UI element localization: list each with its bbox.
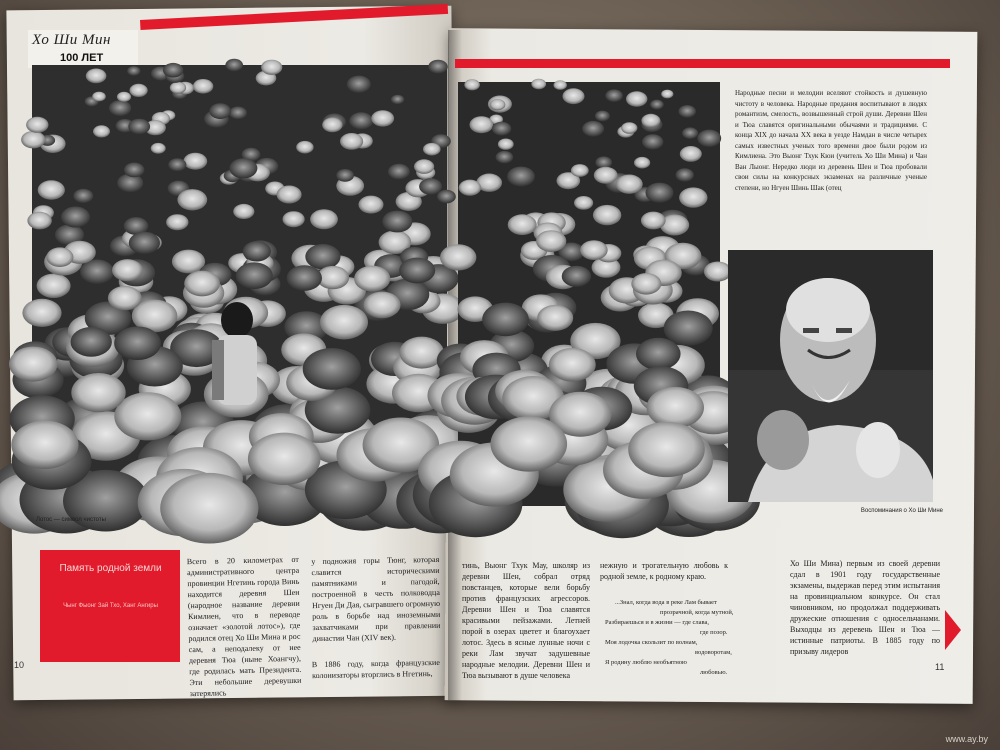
lotus-leaf [27,212,51,230]
lotus-leaf [594,167,618,184]
lotus-leaf [616,175,643,194]
lotus-leaf [46,247,73,267]
lotus-leaf [22,299,61,327]
lotus-leaf [283,211,305,227]
lotus-leaf [508,214,537,235]
lotus-leaf [303,348,361,390]
lotus-leaf [127,66,140,76]
lotus-leaf [642,134,663,149]
section-title: Память родной земли [59,563,162,574]
lotus-leaf [664,311,713,346]
lotus-leaf [243,241,271,261]
lotus-leaf [151,143,166,154]
lotus-leaf [482,303,529,337]
lotus-leaf [71,373,125,412]
portrait-caption: Воспоминания о Хо Ши Мине [860,508,943,514]
lotus-leaf [679,187,707,207]
poem-line-6: водоворотам, [695,649,732,656]
lotus-leaf [322,118,342,133]
lotus-leaf [129,232,160,254]
lotus-leaf [682,127,698,139]
lotus-leaf [593,205,621,225]
lotus-leaf [287,265,322,291]
lotus-leaf [296,141,313,154]
lotus-leaf [38,180,65,200]
lotus-leaf [209,103,231,119]
lotus-leaf [229,158,257,178]
lotus-leaf [371,110,394,126]
poem-line-2: прозрачной, когда мутной, [660,609,734,616]
lotus-leaf [117,92,131,102]
lotus-leaf [680,146,702,162]
lotus-leaf [650,100,664,110]
lotus-leaf [437,190,456,204]
lotus-caption: Лотос — символ чистоты [36,517,106,523]
lotus-leaf [229,107,247,120]
lotus-leaf [21,131,45,148]
lotus-leaf [641,212,666,230]
text-column-right-3: Хо Ши Мина) первым из своей деревни сдал в 1901 году государственные экзамены, выдержав перед этим испытания на провинциальном конкурсе. Он стал чиновником, но продолжал поддерживать дружеские отношения с односельчанами. Выходцы из деревень Шен и Тюа — истинные патриоты. В 1885 году по призыву лидеров [790,559,940,656]
lotus-leaf [9,347,57,382]
lotus-leaf [233,204,254,219]
lotus-leaf [86,69,107,84]
lotus-leaf [536,230,566,252]
lotus-leaf [349,112,373,129]
lotus-leaf [184,271,220,297]
lotus-leaf [491,416,568,471]
lotus-field-photo-left [32,65,447,512]
lotus-leaf [305,244,340,269]
header-subtitle: 100 ЛЕТ [60,52,104,64]
lotus-leaf [130,84,148,97]
lotus-leaf [71,327,112,357]
continue-arrow-icon [945,610,961,650]
lotus-leaf [382,211,412,233]
lotus-leaf [582,121,604,137]
lotus-leaf [678,105,696,118]
lotus-leaf [114,326,161,360]
lotus-leaf [177,189,207,210]
lotus-leaf [661,90,673,99]
poem-line-3: Разбираешься и в жизни — где слава, [605,619,710,626]
lotus-leaf [571,164,589,177]
lotus-leaf [399,258,435,284]
lotus-leaf [168,158,186,171]
header-red-bar-right [455,59,950,68]
lotus-leaf [26,117,48,133]
lotus-leaf [631,273,661,295]
text-column-left-3: В 1886 году, когда французские колонизаторы вторглись в Нгетинь, [311,657,440,681]
lotus-leaf [354,266,390,292]
lotus-leaf [641,114,660,128]
lotus-leaf [193,79,213,94]
lotus-leaf [496,151,514,164]
lotus-leaf [320,305,368,340]
lotus-leaf [414,159,434,174]
lotus-leaf [248,433,321,485]
lotus-leaf [580,240,608,260]
lotus-leaf [554,80,567,90]
section-subtitle: Чынг Фыонг Зай Тхо, Ханг Ангиры [63,603,158,609]
lotus-leaf [340,133,363,150]
lotus-leaf [647,387,704,428]
text-column-left-1: Всего в 20 километрах от административного центра провинции Нгетинь города Винь находится деревня Шен (народное название деревни Кимлиен, что в переводе означает «золотой лотос»), где родился отец Хо Ши Мина и рос сам, а неподалеку от нее деревня Тюа (ныне Хоангчу), где родилась мать Президента. Эти небольшие деревушки затерялись [186,554,302,699]
lotus-leaf [628,422,705,477]
lotus-field-photo-right [458,82,720,506]
lotus-leaf [595,156,612,168]
lotus-leaf [537,305,573,331]
poem-line-5: Моя лодочка скользит по волнам, [605,639,698,646]
lotus-leaf [108,286,142,310]
lotus-leaf [37,274,71,298]
lotus-leaf [388,164,410,180]
header-title: Хо Ши Мин [32,32,111,48]
lotus-leaf [310,209,338,229]
lotus-leaf [160,473,258,544]
lotus-leaf [634,157,650,169]
lotus-leaf [93,125,110,137]
watermark: www.ay.by [945,734,988,744]
lotus-leaf [128,119,150,135]
lotus-leaf [595,111,610,122]
lotus-leaf [697,130,721,147]
lotus-leaf [347,76,371,93]
lotus-leaf [364,292,401,319]
lotus-leaf [277,186,302,204]
lotus-leaf [428,60,447,74]
lotus-leaf [419,178,442,195]
lotus-leaf [124,163,145,178]
lotus-leaf [490,99,506,110]
poem-line-1: ...Знал, когда вода в реке Лам бывает [615,599,717,606]
lotus-leaf [646,183,674,203]
lotus-leaf [225,59,243,72]
lotus-leaf [236,262,273,289]
poem-line-8: любовью. [700,669,728,676]
lotus-leaf [112,259,143,281]
lotus-leaf [563,88,585,104]
lotus-leaf [391,95,404,105]
poem-line-7: Я родину люблю необъятною [605,659,687,666]
lotus-leaf [359,196,384,214]
text-column-top-right: Народные песни и мелодии вселяют стойкость и душевную чистоту в человека. Народные предания воспитывают в людях романтизм, смелость, возвышенный строй души. Деревни Шен и Тюа славятся оригинальными обычаями и традициями. С конца XIX до начала XX века в уезде Намдан в числе четырех самых известных ученых того времени двое были родом из Кимлиена. Это Выонг Тхук Кюи (учитель Хо Ши Мина) и Чан Ван Лыонг. Нередко люди из деревень Шен и Тюа пробовали свои силы на конкурсных экзаменах на различные ученые степени, но Нгуен Шинь Шак (отец [735,89,927,192]
lotus-leaf [676,168,694,181]
lotus-leaf [498,139,514,150]
poem-line-4: где позор. [700,629,728,636]
text-column-left-2: у подножия горы Тюнг, которая славится историческими памятниками и пагодой, построенной в честь полководца Нгуен Ди Дая, сыгравшего огромную роль в борьбе над иноземными захватчиками при правлении династии Чан (XIV век). [311,554,441,644]
lotus-leaf [549,348,596,382]
lotus-leaf [492,122,511,136]
lotus-leaf [423,143,441,156]
lotus-leaf [621,122,637,134]
lotus-leaf [459,180,481,196]
lotus-leaf [11,421,78,469]
lotus-leaf [61,207,90,228]
lotus-leaf [92,92,106,102]
lotus-leaf [507,167,535,187]
lotus-leaf [166,214,188,230]
lotus-leaf [261,60,282,75]
lotus-leaf [562,266,591,287]
text-column-right-1: тинь, Выонг Тхук Мау, школяр из деревни Шен, собрал отряд повстанцев, которые вели борьбу против французских агрессоров. Деревни Шен и Тюа славятся красивыми пейзажами. Летней порой в озерах цветет и благоухает лотос. Здесь в ясные лунные ночи с реки Лам звучат задушевные народные мелодии. Деревни Шен и Тюа вызывают в душе человека [462,561,590,680]
lotus-leaf [163,63,183,78]
lotus-leaf [336,169,354,182]
page-number-left: 10 [14,660,25,670]
lotus-leaf [574,196,593,210]
portrait-photo [728,250,933,502]
page-number-right: 11 [935,662,945,672]
lotus-leaf [73,189,93,203]
lotus-leaf [605,89,623,102]
lotus-leaf [531,79,546,90]
lotus-leaf [626,91,647,106]
lotus-leaf [636,338,681,370]
text-column-right-2: нежную и трогательную любовь к родной земле, к родному краю. [600,561,728,581]
lotus-leaf [440,244,476,270]
lotus-leaf [470,116,494,133]
lotus-leaf [183,153,207,170]
lotus-leaf [109,100,131,116]
lotus-leaf [170,82,186,94]
section-title-box [40,550,180,662]
lotus-leaf [464,79,480,90]
lotus-leaf [114,392,181,440]
